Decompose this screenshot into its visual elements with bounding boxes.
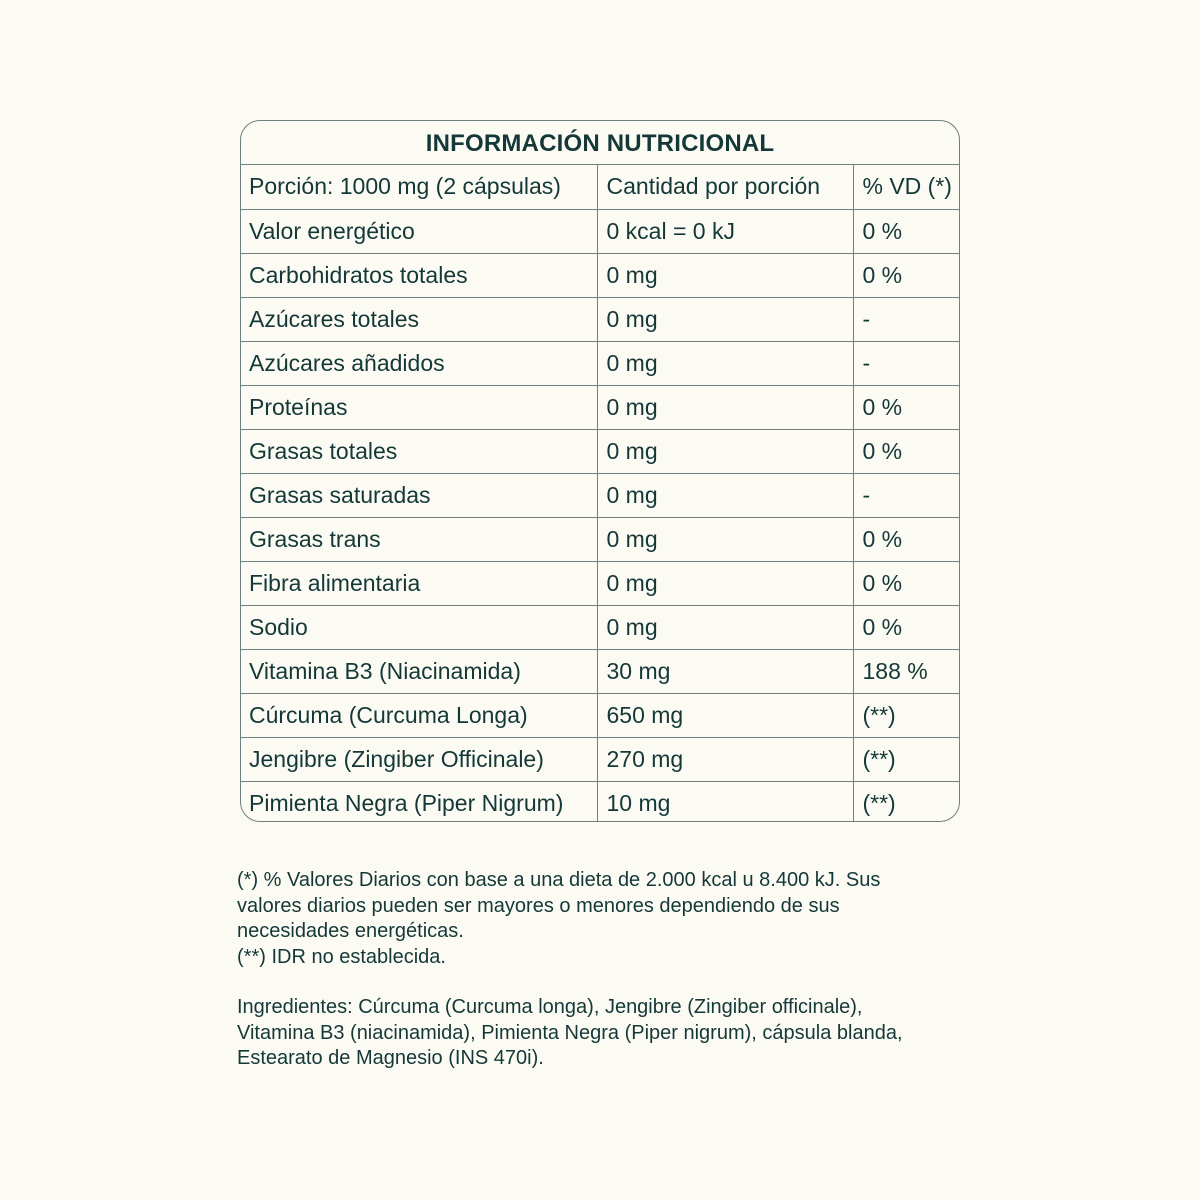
nutrient-name: Sodio bbox=[240, 605, 597, 649]
nutrient-name: Azúcares totales bbox=[240, 297, 597, 341]
nutrient-name: Vitamina B3 (Niacinamida) bbox=[240, 649, 597, 693]
nutrient-daily-value: 0 % bbox=[853, 253, 960, 297]
nutrient-name: Grasas totales bbox=[240, 429, 597, 473]
nutrient-amount: 0 mg bbox=[597, 341, 853, 385]
nutrient-name: Carbohidratos totales bbox=[240, 253, 597, 297]
nutrient-daily-value: - bbox=[853, 341, 960, 385]
nutrient-amount: 10 mg bbox=[597, 781, 853, 822]
table-row bbox=[240, 649, 960, 693]
footnote-daily-values-line-3: necesidades energéticas. bbox=[237, 920, 464, 942]
nutrient-daily-value: (**) bbox=[853, 693, 960, 737]
nutrient-daily-value: 0 % bbox=[853, 209, 960, 253]
nutrient-amount: 270 mg bbox=[597, 737, 853, 781]
footnote-daily-values-line-1: (*) % Valores Diarios con base a una dieta de 2.000 kcal u 8.400 kJ. Sus bbox=[237, 869, 881, 891]
nutrient-name: Grasas trans bbox=[240, 517, 597, 561]
footnote-daily-values-line-2: valores diarios pueden ser mayores o menores dependiendo de sus bbox=[237, 894, 840, 917]
nutrient-daily-value: (**) bbox=[853, 737, 960, 781]
nutrient-amount: 0 mg bbox=[597, 385, 853, 429]
ingredients-line-2: Vitamina B3 (niacinamida), Pimienta Negra (Piper nigrum), cápsula blanda, bbox=[237, 1021, 903, 1044]
nutrient-daily-value: - bbox=[853, 473, 960, 517]
table-row bbox=[240, 693, 960, 737]
nutrient-daily-value: 0 % bbox=[853, 429, 960, 473]
nutrient-amount: 0 mg bbox=[597, 253, 853, 297]
nutrient-name: Pimienta Negra (Piper Nigrum) bbox=[240, 781, 597, 822]
table-row bbox=[240, 517, 960, 561]
table-row bbox=[240, 253, 960, 297]
nutrient-daily-value: (**) bbox=[853, 781, 960, 822]
table-row bbox=[240, 209, 960, 253]
nutrition-facts-panel bbox=[240, 120, 960, 822]
nutrient-amount: 0 mg bbox=[597, 473, 853, 517]
table-row bbox=[240, 297, 960, 341]
table-row bbox=[240, 385, 960, 429]
nutrient-daily-value: 0 % bbox=[853, 517, 960, 561]
table-row bbox=[240, 561, 960, 605]
table-row bbox=[240, 341, 960, 385]
nutrient-daily-value: 0 % bbox=[853, 561, 960, 605]
header-amount: Cantidad por porción bbox=[597, 165, 853, 209]
footnotes-section bbox=[237, 868, 977, 1072]
nutrient-name: Valor energético bbox=[240, 209, 597, 253]
nutrient-amount: 0 mg bbox=[597, 605, 853, 649]
table-row bbox=[240, 429, 960, 473]
nutrient-amount: 0 mg bbox=[597, 561, 853, 605]
table-row bbox=[240, 781, 960, 822]
ingredients-line-1: Ingredientes: Cúrcuma (Curcuma longa), Jengibre (Zingiber officinale), bbox=[237, 996, 863, 1018]
nutrient-name: Grasas saturadas bbox=[240, 473, 597, 517]
nutrient-amount: 650 mg bbox=[597, 693, 853, 737]
table-row bbox=[240, 473, 960, 517]
nutrient-name: Cúrcuma (Curcuma Longa) bbox=[240, 693, 597, 737]
nutrient-name: Proteínas bbox=[240, 385, 597, 429]
nutrition-table bbox=[240, 165, 960, 822]
table-header-row bbox=[240, 165, 960, 209]
nutrient-daily-value: 0 % bbox=[853, 385, 960, 429]
table-row bbox=[240, 605, 960, 649]
header-serving: Porción: 1000 mg (2 cápsulas) bbox=[240, 165, 597, 209]
nutrient-name: Jengibre (Zingiber Officinale) bbox=[240, 737, 597, 781]
nutrient-daily-value: - bbox=[853, 297, 960, 341]
spacer bbox=[237, 970, 977, 995]
footnote-idr: (**) IDR no establecida. bbox=[237, 945, 446, 968]
header-daily-value: % VD (*) bbox=[853, 165, 960, 209]
nutrient-name: Fibra alimentaria bbox=[240, 561, 597, 605]
nutrition-facts-title: INFORMACIÓN NUTRICIONAL bbox=[241, 121, 959, 165]
nutrient-name: Azúcares añadidos bbox=[240, 341, 597, 385]
nutrient-amount: 0 mg bbox=[597, 429, 853, 473]
nutrient-amount: 0 kcal = 0 kJ bbox=[597, 209, 853, 253]
ingredients-line-3: Estearato de Magnesio (INS 470i). bbox=[237, 1047, 544, 1069]
nutrient-amount: 30 mg bbox=[597, 649, 853, 693]
nutrient-amount: 0 mg bbox=[597, 517, 853, 561]
nutrient-daily-value: 0 % bbox=[853, 605, 960, 649]
nutrient-daily-value: 188 % bbox=[853, 649, 960, 693]
nutrient-amount: 0 mg bbox=[597, 297, 853, 341]
table-row bbox=[240, 737, 960, 781]
